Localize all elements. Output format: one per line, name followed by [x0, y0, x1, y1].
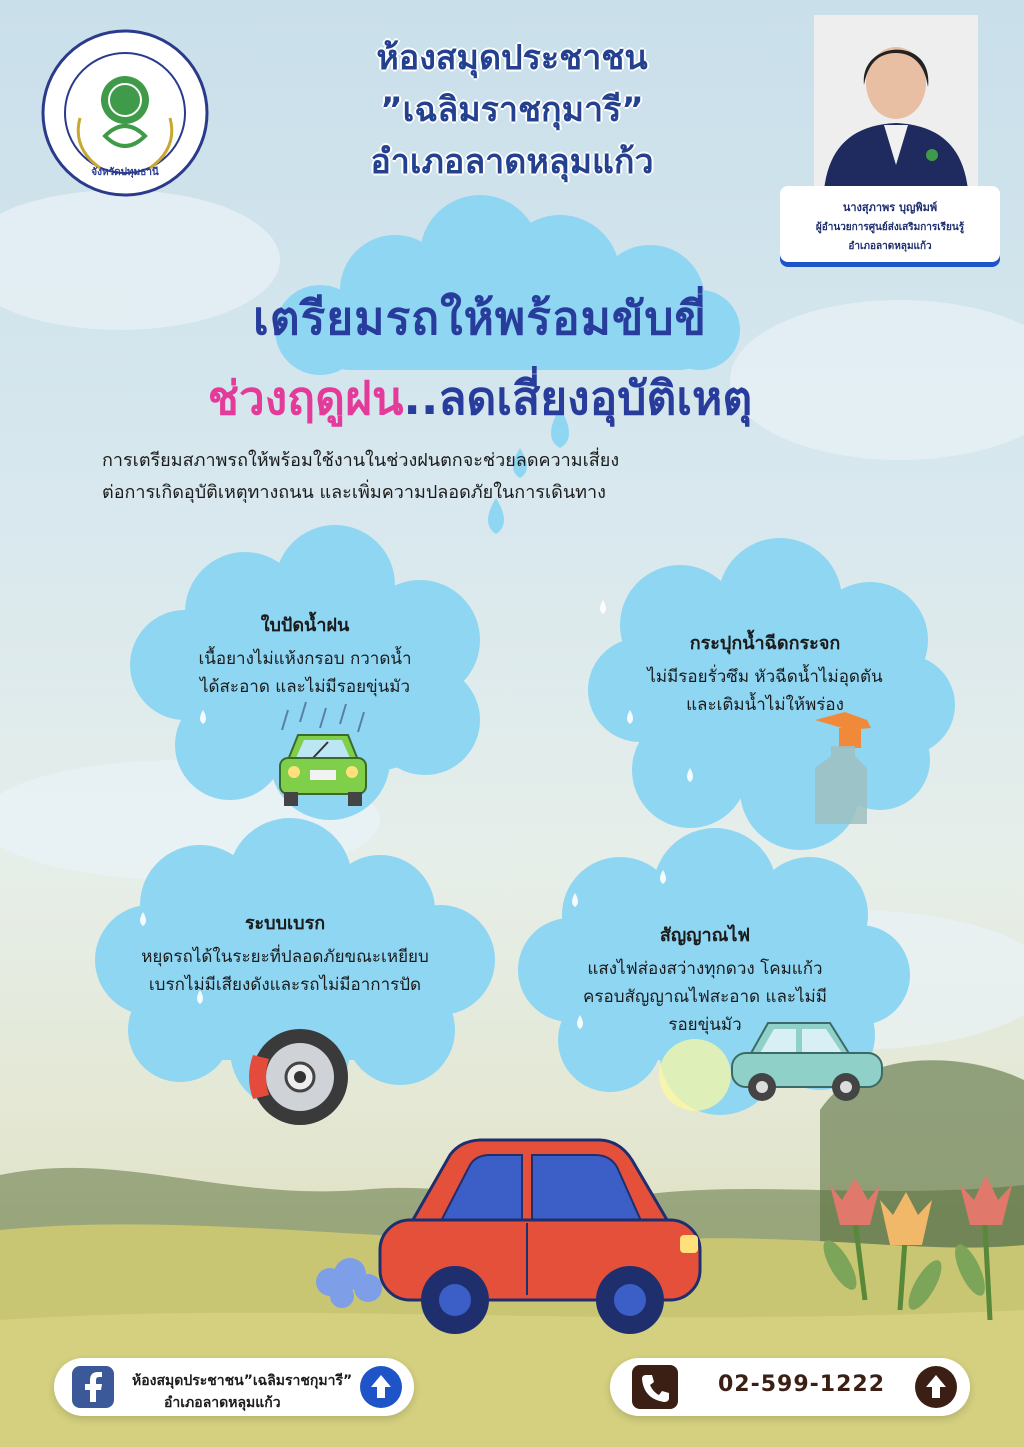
arrow-up-icon[interactable]: [914, 1365, 958, 1409]
tip-title: กระปุกน้ำฉีดกระจก: [689, 633, 841, 654]
tip-line: รอยขุ่นมัว: [668, 1015, 742, 1035]
logo-caption: จังหวัดปทุมธานี: [91, 167, 159, 178]
director-title-line2: อำเภอลาดหลุมแก้ว: [848, 241, 932, 252]
facebook-icon: [72, 1366, 114, 1408]
intro-line2: ต่อการเกิดอุบัติเหตุทางถนน และเพิ่มความปลอดภัยในการเดินทาง: [102, 482, 606, 503]
spray-bottle-icon: [805, 706, 885, 828]
arrow-up-icon[interactable]: [359, 1365, 403, 1409]
tip-line: ครอบสัญญาณไฟสะอาด และไม่มี: [583, 987, 827, 1007]
tip-line: ไม่มีรอยรั่วซึม หัวฉีดน้ำไม่อุดตัน: [647, 667, 883, 687]
director-card: [780, 186, 1000, 262]
headline-line1: เตรียมรถให้พร้อมขับขี่: [253, 291, 707, 345]
org-name-line2: ”เฉลิมราชกุมารี”: [380, 90, 644, 130]
facebook-page-name: ห้องสมุดประชาชน”เฉลิมราชกุมารี”: [132, 1373, 353, 1389]
tip-line: แสงไฟส่องสว่างทุกดวง โคมแก้ว: [587, 959, 823, 979]
tip-wiper: [160, 610, 450, 701]
tip-title: ระบบเบรก: [244, 913, 326, 934]
phone-number[interactable]: 02-599-1222: [718, 1372, 886, 1397]
director-title-line1: ผู้อำนวยการศูนย์ส่งเสริมการเรียนรู้: [815, 222, 965, 233]
director-photo: [814, 15, 978, 190]
intro-text: [102, 445, 722, 509]
tip-brakes: [100, 908, 470, 999]
headline-rest: ..ลดเสี่ยงอุบัติเหตุ: [403, 371, 753, 425]
tip-line: และเติมน้ำไม่ให้พร่อง: [686, 695, 844, 715]
car-wiper-icon: [268, 700, 378, 812]
facebook-page-location: อำเภอลาดหลุมแก้ว: [164, 1395, 281, 1411]
brake-disc-icon: [245, 1025, 355, 1129]
facebook-link-pill[interactable]: [54, 1358, 414, 1416]
tip-title: ใบปัดน้ำฝน: [260, 615, 350, 636]
tip-line: เนื้อยางไม่แห้งกรอบ กวาดน้ำ: [198, 649, 412, 669]
director-name: นางสุภาพร บุญพิมพ์: [842, 201, 938, 214]
intro-line1: การเตรียมสภาพรถให้พร้อมใช้งานในช่วงฝนตกจะช่วยลดความเสี่ยง: [102, 450, 620, 471]
org-name-line3: อำเภอลาดหลุมแก้ว: [370, 142, 654, 182]
phone-icon: [632, 1365, 678, 1409]
red-car-illustration: [370, 1135, 710, 1340]
car-headlight-icon: [650, 1015, 890, 1120]
headline-line2: [0, 362, 960, 435]
org-name-line1: ห้องสมุดประชาชน: [376, 38, 648, 78]
headline-highlight: ช่วงฤดูฝน: [207, 371, 404, 425]
tip-title: สัญญาณไฟ: [659, 925, 751, 946]
tip-line: เบรกไม่มีเสียงดังและรถไม่มีอาการปัด: [148, 975, 422, 995]
tip-line: ได้สะอาด และไม่มีรอยขุ่นมัว: [199, 677, 411, 697]
tip-line: หยุดรถได้ในระยะที่ปลอดภัยขณะเหยียบ: [141, 947, 429, 967]
